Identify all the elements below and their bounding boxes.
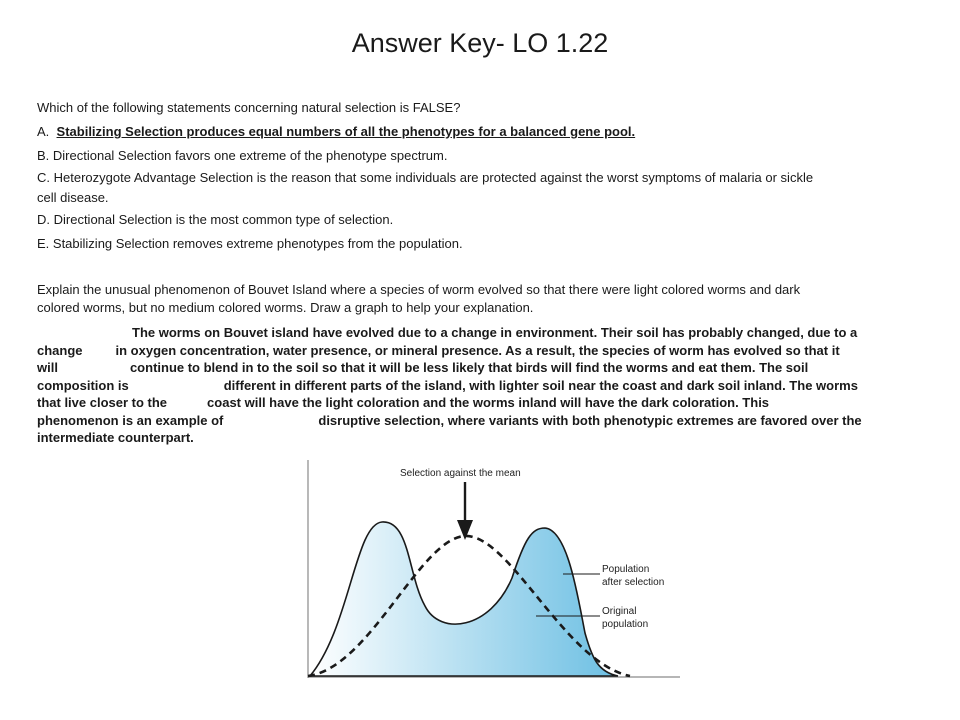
question-1-option-b: B. Directional Selection favors one extreme of the phenotype spectrum. xyxy=(37,148,448,163)
answer-sentence-3: continue to blend in to the soil so that it will be less likely that birds will find the worms and eat them. The soil xyxy=(129,360,809,375)
question-2-answer xyxy=(37,324,922,447)
population-after-selection-curve xyxy=(310,522,618,676)
selection-arrow-label: Selection against the mean xyxy=(400,468,521,479)
question-1-option-d: D. Directional Selection is the most common type of selection. xyxy=(37,212,394,227)
question-1-prompt: Which of the following statements concerning natural selection is FALSE? xyxy=(37,100,461,115)
answer-word-that-live: that live closer to the xyxy=(37,395,168,410)
page-title: Answer Key- LO 1.22 xyxy=(351,28,609,58)
answer-word-phenomenon: phenomenon is an example of xyxy=(37,412,224,428)
answer-sentence-2: in oxygen concentration, water presence, or mineral presence. As a result, the species of worm has evolved so that it xyxy=(115,342,840,358)
label-original-population-2: population xyxy=(602,619,649,630)
answer-sentence-1: The worms on Bouvet island have evolved due to a change in environment. Their soil has probably changed, due to a xyxy=(132,325,858,340)
question-1-option-a xyxy=(37,124,917,140)
option-a-prefix: A. xyxy=(37,124,50,139)
question-1-option-c-line2: cell disease. xyxy=(37,190,109,205)
answer-sentence-5: coast will have the light coloration and the worms inland will have the dark coloration. This xyxy=(207,395,770,410)
label-after-selection-1: Population xyxy=(602,564,650,575)
question-2-prompt-line2: colored worms, but no medium colored worms. Draw a graph to help your explanation. xyxy=(37,300,534,315)
disruptive-selection-graph xyxy=(300,458,690,680)
answer-sentence-4: different in different parts of the island, with lighter soil near the coast and dark soil inland. The worms xyxy=(223,377,858,393)
answer-sentence-6: disruptive selection, where variants with both phenotypic extremes are favored over the xyxy=(318,412,862,428)
question-2-prompt-line1: Explain the unusual phenomenon of Bouvet Island where a species of worm evolved so that there were light colored worms and dark xyxy=(37,282,801,297)
label-original-population-1: Original xyxy=(602,606,637,617)
answer-sentence-7: intermediate counterpart. xyxy=(37,430,194,445)
answer-word-change: change xyxy=(37,342,83,358)
option-a-answer: Stabilizing Selection produces equal numbers of all the phenotypes for a balanced gene pool. xyxy=(56,124,636,139)
question-1-option-c-line1: C. Heterozygote Advantage Selection is the reason that some individuals are protected against the worst symptoms of malaria or sickle xyxy=(37,170,814,185)
label-after-selection-2: after selection xyxy=(602,577,665,588)
question-1-option-e: E. Stabilizing Selection removes extreme phenotypes from the population. xyxy=(37,236,463,251)
answer-word-composition: composition is xyxy=(37,377,129,393)
answer-word-will: will xyxy=(37,360,58,375)
